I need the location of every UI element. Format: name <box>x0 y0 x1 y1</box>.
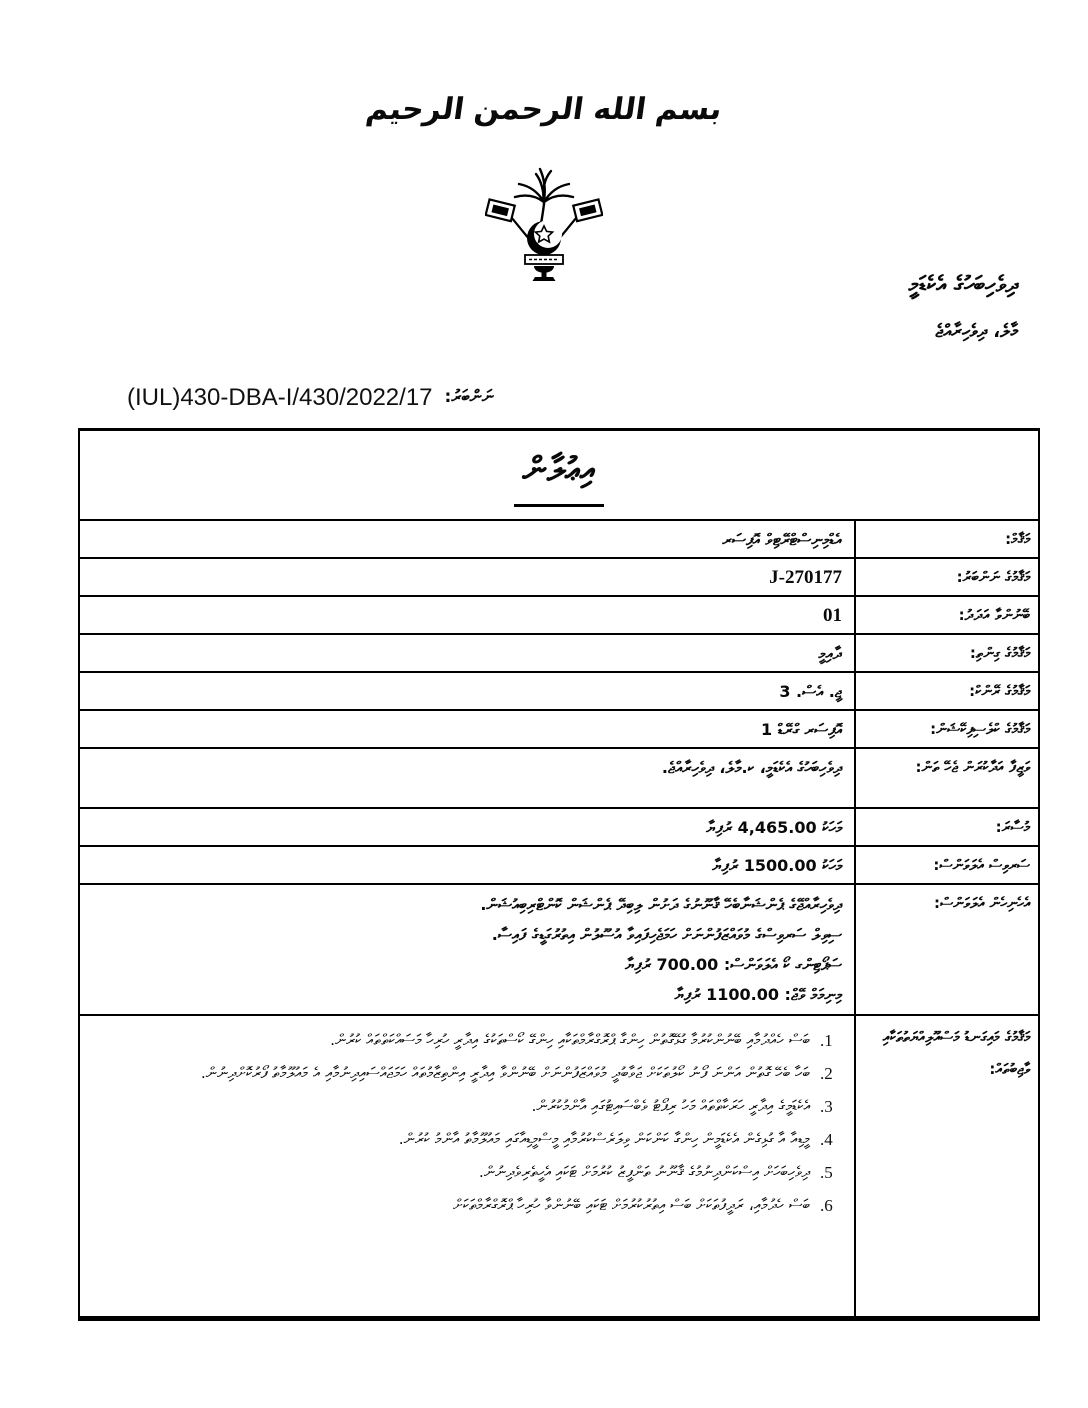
position-number-label: މަޤާމުގެ ނަންބަރު: <box>956 568 1030 586</box>
organization-location: މާލެ، ދިވެހިރާއްޖެ <box>935 320 1018 342</box>
reference-label: ނަންބަރު: <box>444 387 494 408</box>
salary-label: މުސާރަ: <box>995 818 1030 836</box>
other-allowances-label: އެހެނިހެން އެލަވަންސް: <box>933 894 1030 912</box>
responsibility-item <box>118 1156 842 1189</box>
left-flag-icon <box>486 199 515 221</box>
position-number-value: J-270177 <box>80 559 856 595</box>
responsibility-item <box>118 1123 842 1156</box>
responsibilities-list <box>80 1016 856 1316</box>
organization-name: ދިވެހިބަހުގެ އެކެޑަމީ <box>908 272 1018 298</box>
table-row-position-category <box>80 633 1038 671</box>
allowance-line-overtime: ސިވިލް ސަރވިސްގެ މުވައްޒަފުންނަށް ހަމަޖެހިފައިވާ އުސޫލުން އިތުރުގަޑީގެ ފައިސާ. <box>491 925 842 944</box>
emblem-base <box>533 266 556 281</box>
maldives-emblem-graphic <box>485 160 603 282</box>
item-number: 4. <box>820 1130 833 1149</box>
right-flag-icon <box>573 199 602 221</box>
reference-number: (IUL)430-DBA-I/430/2022/17 <box>127 384 433 411</box>
responsibility-item <box>118 1090 842 1123</box>
position-category-label: މަޤާމުގެ ގިންތި: <box>969 644 1030 662</box>
scroll-ribbon <box>525 255 563 264</box>
responsibility-item <box>118 1024 842 1057</box>
palm-tree-icon <box>515 169 573 224</box>
maldives-emblem <box>485 160 603 286</box>
page-title: އިޢުލާން <box>514 445 603 507</box>
position-label: މަޤާމް: <box>1005 530 1030 548</box>
service-allowance-value: މަހަކު 1500.00 ރުފިޔާ <box>80 847 856 883</box>
table-row-position <box>80 519 1038 557</box>
item-text: ދިވެހިބަހަށް އިސްކަންދިނުމުގެ ޤާނޫނު ތަންފީޒު ކުރުމަށް ޓަކައި އެހީތެރިވެދިނުން. <box>478 1163 810 1181</box>
table-row-salary <box>80 807 1038 845</box>
item-text: އެކެޑަމީގެ އިދާރީ ހަރަކާތްތައް މަހު ރިޕޯޓު ވެބްސައިޓުގައި އާންމުކުރުން. <box>531 1097 810 1115</box>
table-row-other-allowances <box>80 883 1038 1014</box>
table-row-service-allowance <box>80 845 1038 883</box>
item-number: 1. <box>820 1031 833 1050</box>
allowance-line-minimum-wage: މިނިމަމް ވޭޖް: 1100.00 ރުފިޔާ <box>674 985 842 1004</box>
announcement-table <box>78 428 1040 1321</box>
workplace-label: ވަޒީފާ އަދާކުރަން ޖެހޭ ތަން: <box>915 758 1030 776</box>
other-allowances-value <box>80 885 856 1014</box>
table-row-needed-count <box>80 595 1038 633</box>
item-number: 5. <box>820 1163 833 1182</box>
table-row-responsibilities <box>80 1014 1038 1316</box>
item-text: ބަސް ހެދުމާއި، ރަދީފުތަކަށް ބަސް އިތުރުކުރުމަށް ޓަކައި ބޭނުންވާ ހުރިހާ ޕްރޮގްރާމްތަކަށް <box>453 1196 810 1214</box>
item-text: މީޑިއާ އާ ގުޅިގެން އެކެޑަމީން ހިންގާ ކަންކަން ވިލަރެސްކުރުމާއި މީސްމީޑިއާގައި މައުލޫމާތު އާންމު ކުރުން. <box>398 1130 810 1148</box>
crescent-star-icon <box>527 220 562 255</box>
position-value: އެޑްމިނިސްޓްރޭޓިވް އޮފިސަރ <box>80 521 856 557</box>
needed-count-label: ބޭނުންވާ އަދަދު: <box>958 606 1030 624</box>
reference-line <box>127 384 494 412</box>
table-row-classification <box>80 709 1038 747</box>
salary-value: މަހަކު 4,465.00 ރުފިޔާ <box>80 809 856 845</box>
item-number: 2. <box>820 1064 833 1083</box>
bismillah-calligraphy: بسم الله الرحمن الرحيم <box>363 92 725 127</box>
letterhead <box>908 268 1018 342</box>
needed-count-value: 01 <box>80 597 856 633</box>
announcement-title-row <box>80 431 1038 519</box>
rank-value: ޖީ. އެސް. 3 <box>80 673 856 709</box>
classification-label: މަޤާމުގެ ކްލެސިފިކޭޝަން: <box>930 720 1030 738</box>
allowance-line-supporting-co: ސަޕޯޓިންގ ކޯ އެލަވަންސް: 700.00 ރުފިޔާ <box>624 955 842 974</box>
service-allowance-label: ސަރވިސް އެލަވަންސް: <box>933 856 1030 874</box>
item-number: 6. <box>820 1196 833 1215</box>
workplace-value: ދިވެހިބަހުގެ އެކެޑަމީ، ކ.މާލެ، ދިވެހިރާއްޖެ. <box>80 749 856 807</box>
classification-value: އޮފިސަރ ގްރޭޑް 1 <box>80 711 856 747</box>
table-row-rank <box>80 671 1038 709</box>
responsibility-item <box>118 1057 842 1090</box>
item-text: ބަސް ހެއްދުމާއި ބޭނުންކުރުމާ ގުޅޭގޮތުން ހިންގާ ޕްރޮގްރާމްތަކާއި ހިންގޭ ކޯސްތަކުގެ އިދާރީ ހުރިހާ މަސައްކަތްތައް ކުރުން. <box>330 1031 810 1049</box>
item-text: ބަހާ ބެހޭ ގޮތުން އަންނަ ފޯނު ކޯލުތަކަށް ޖަވާބުދީ މުވައްޒަފުންނަށް ބޭނުންވާ އިދާރީ އިންތިޒާމުތައް ހަމަޖައްސައިދިނުމާއި އެ މައުލޫމާތު ފޯރުކޮށްދިނުން. <box>200 1064 810 1082</box>
table-row-position-number <box>80 557 1038 595</box>
position-category-value: ދާއިމީ <box>80 635 856 671</box>
rank-label: މަޤާމުގެ ރޭންކް: <box>969 682 1030 700</box>
item-number: 3. <box>820 1097 833 1116</box>
allowance-line-pension: ދިވެހިރާއްޖޭގެ ޕެންޝަނާބެހޭ ޤާނޫނުގެ ދަށުން ލިބިދޭ ޕެންޝަން ކޮންޓްރިބިއުޝަން. <box>480 895 842 914</box>
responsibilities-label: މަޤާމުގެ މައިގަނޑު މަސްއޫލިއްޔަތުތަކާއި ވާޖިބުތައް: <box>882 1028 1030 1078</box>
responsibility-item <box>118 1189 842 1222</box>
table-row-workplace <box>80 747 1038 807</box>
